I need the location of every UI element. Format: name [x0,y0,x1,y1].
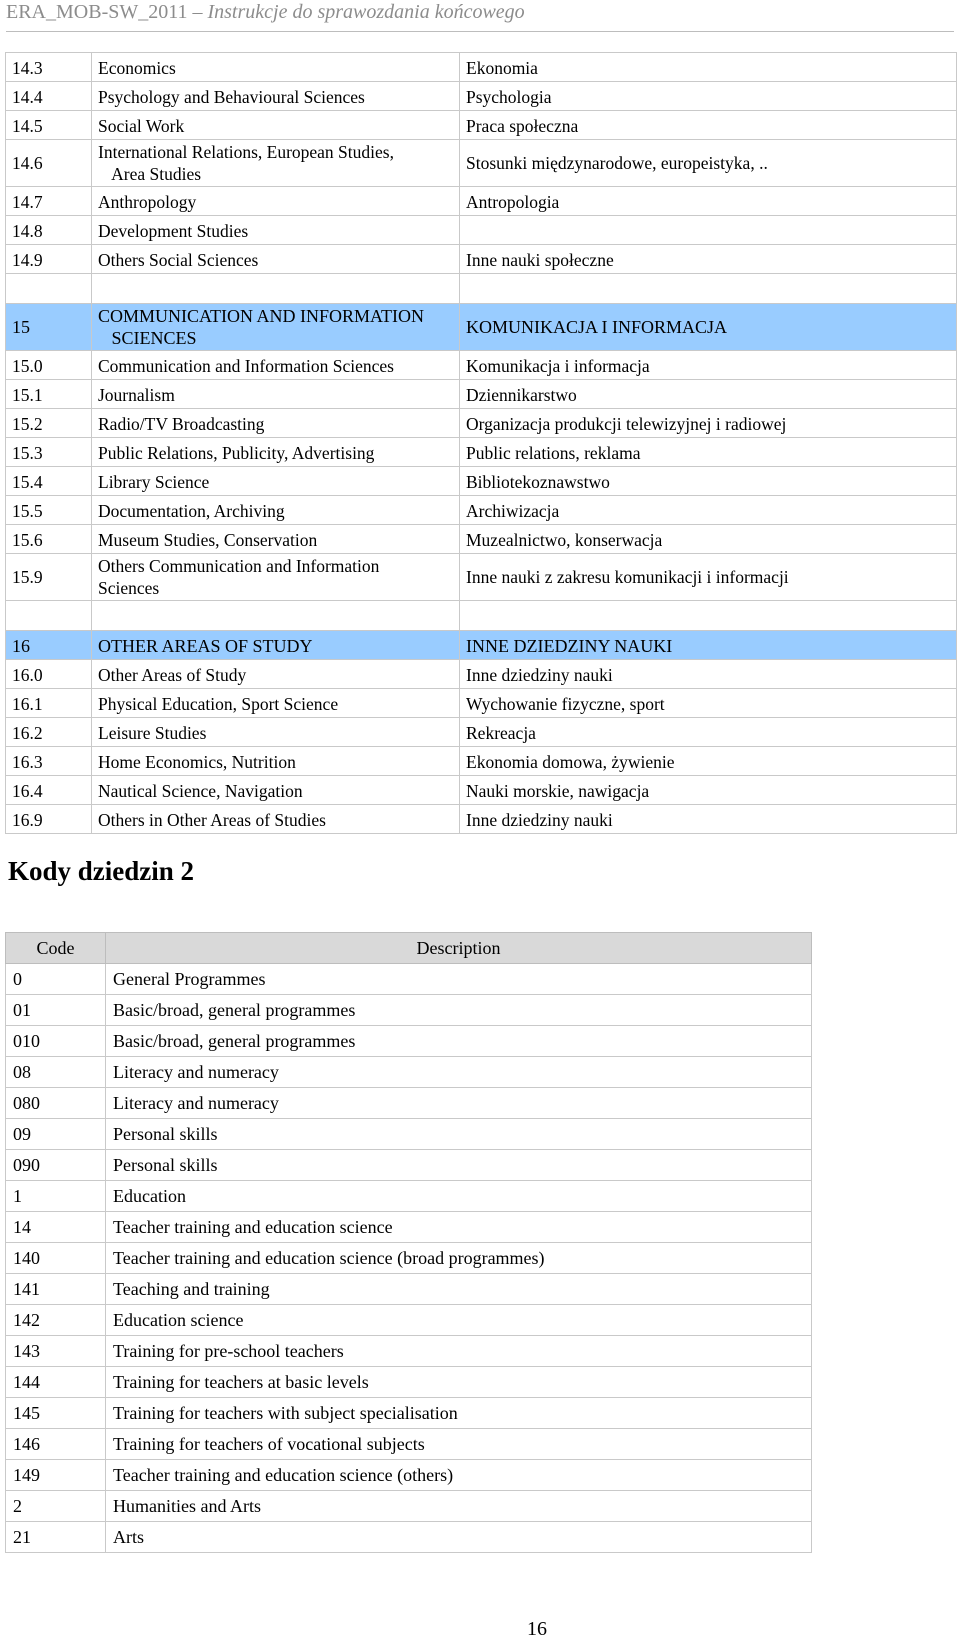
column-header-code: Code [6,933,106,964]
polish-name-cell [460,216,957,245]
code-cell: 14.7 [6,187,92,216]
polish-name-cell: Psychologia [460,82,957,111]
table-row [6,1119,812,1150]
description-cell: Education [106,1181,812,1212]
description-cell: Literacy and numeracy [106,1057,812,1088]
table-row [6,467,957,496]
table-row [6,1429,812,1460]
english-name-cell: Anthropology [92,187,460,216]
polish-name-cell: Dziennikarstwo [460,380,957,409]
code-cell: 141 [6,1274,106,1305]
section-heading: Kody dziedzin 2 [8,856,195,886]
table-row [6,1274,812,1305]
code-cell: 16.9 [6,805,92,834]
polish-name-cell: Antropologia [460,187,957,216]
code-cell: 15.2 [6,409,92,438]
description-cell: Teacher training and education science [106,1212,812,1243]
code-cell: 149 [6,1460,106,1491]
table-row [6,53,957,82]
polish-name-cell: Inne dziedziny nauki [460,660,957,689]
polish-name-cell: INNE DZIEDZINY NAUKI [460,631,957,660]
english-name-cell: Economics [92,53,460,82]
code-cell: 15.1 [6,380,92,409]
table-row [6,689,957,718]
header-prefix: ERA_MOB-SW_2011 – [6,1,208,23]
table-row [6,1088,812,1119]
description-cell: Personal skills [106,1119,812,1150]
table-row [6,660,957,689]
code-cell: 15 [6,304,92,351]
description-cell: General Programmes [106,964,812,995]
table-row [6,554,957,601]
field-codes-table [5,932,812,1553]
code-cell: 14.4 [6,82,92,111]
english-name-cell: Leisure Studies [92,718,460,747]
english-name-cell: Physical Education, Sport Science [92,689,460,718]
english-name-cell: Social Work [92,111,460,140]
english-name-cell: Nautical Science, Navigation [92,776,460,805]
column-header-description: Description [106,933,812,964]
table-row [6,245,957,274]
code-cell: 0 [6,964,106,995]
polish-name-cell: Inne nauki społeczne [460,245,957,274]
polish-name-cell [460,274,957,304]
description-cell: Training for teachers at basic levels [106,1367,812,1398]
description-cell: Teaching and training [106,1274,812,1305]
table-row [6,187,957,216]
section-row [6,631,957,660]
table-row [6,1398,812,1429]
description-cell: Humanities and Arts [106,1491,812,1522]
code-cell: 21 [6,1522,106,1553]
code-cell: 144 [6,1367,106,1398]
table-row [6,747,957,776]
english-name-cell: Development Studies [92,216,460,245]
table-row [6,380,957,409]
english-name-cell: COMMUNICATION AND INFORMATION SCIENCES [92,304,460,351]
code-cell: 16.1 [6,689,92,718]
code-cell: 145 [6,1398,106,1429]
code-cell: 09 [6,1119,106,1150]
polish-name-cell: KOMUNIKACJA I INFORMACJA [460,304,957,351]
code-cell: 14.8 [6,216,92,245]
table-row [6,438,957,467]
english-name-cell: Public Relations, Publicity, Advertising [92,438,460,467]
table-row [6,1460,812,1491]
code-cell: 16.0 [6,660,92,689]
code-cell: 143 [6,1336,106,1367]
code-cell: 16.2 [6,718,92,747]
description-cell: Arts [106,1522,812,1553]
polish-name-cell: Nauki morskie, nawigacja [460,776,957,805]
spacer-row [6,601,957,631]
page-number: 16 [527,1618,547,1640]
description-cell: Education science [106,1305,812,1336]
table-row [6,776,957,805]
table-header-row [6,933,812,964]
table-row [6,1243,812,1274]
code-cell: 146 [6,1429,106,1460]
english-name-cell: Documentation, Archiving [92,496,460,525]
polish-name-cell: Organizacja produkcji telewizyjnej i radiowej [460,409,957,438]
code-cell [6,274,92,304]
polish-name-cell: Muzealnictwo, konserwacja [460,525,957,554]
code-cell: 090 [6,1150,106,1181]
english-name-cell: Museum Studies, Conservation [92,525,460,554]
polish-name-cell: Inne nauki z zakresu komunikacji i informacji [460,554,957,601]
polish-name-cell: Inne dziedziny nauki [460,805,957,834]
english-name-cell [92,274,460,304]
polish-name-cell: Bibliotekoznawstwo [460,467,957,496]
code-cell: 15.6 [6,525,92,554]
code-cell: 15.5 [6,496,92,525]
table-row [6,140,957,187]
description-cell: Teacher training and education science (broad programmes) [106,1243,812,1274]
description-cell: Training for pre-school teachers [106,1336,812,1367]
english-name-cell: Library Science [92,467,460,496]
table-row [6,1181,812,1212]
description-cell: Training for teachers with subject specialisation [106,1398,812,1429]
document-header [6,0,525,24]
table-row [6,718,957,747]
english-name-cell: Home Economics, Nutrition [92,747,460,776]
code-cell: 15.0 [6,351,92,380]
english-name-cell: International Relations, European Studies, Area Studies [92,140,460,187]
code-cell: 15.3 [6,438,92,467]
table-row [6,805,957,834]
polish-name-cell: Praca społeczna [460,111,957,140]
code-cell: 14 [6,1212,106,1243]
spacer-row [6,274,957,304]
polish-name-cell: Wychowanie fizyczne, sport [460,689,957,718]
table-row [6,216,957,245]
table-row [6,1522,812,1553]
polish-name-cell: Public relations, reklama [460,438,957,467]
table-row [6,1212,812,1243]
polish-name-cell: Ekonomia [460,53,957,82]
polish-name-cell: Ekonomia domowa, żywienie [460,747,957,776]
english-name-cell: Others Communication and Information Sciences [92,554,460,601]
table-row [6,496,957,525]
table-row [6,1026,812,1057]
code-cell: 15.9 [6,554,92,601]
code-cell: 140 [6,1243,106,1274]
code-cell: 15.4 [6,467,92,496]
english-name-cell: Journalism [92,380,460,409]
code-cell: 16 [6,631,92,660]
code-cell: 14.5 [6,111,92,140]
table-row [6,964,812,995]
table-row [6,1491,812,1522]
code-cell [6,601,92,631]
table-row [6,1305,812,1336]
description-cell: Training for teachers of vocational subjects [106,1429,812,1460]
code-cell: 14.6 [6,140,92,187]
table-row [6,995,812,1026]
code-cell: 14.9 [6,245,92,274]
header-title: Instrukcje do sprawozdania końcowego [207,1,525,23]
english-name-cell: Others Social Sciences [92,245,460,274]
table-row [6,1336,812,1367]
code-cell: 16.4 [6,776,92,805]
table-row [6,1057,812,1088]
table-row [6,1367,812,1398]
polish-name-cell: Stosunki międzynarodowe, europeistyka, .. [460,140,957,187]
description-cell: Basic/broad, general programmes [106,1026,812,1057]
code-cell: 01 [6,995,106,1026]
table-row [6,1150,812,1181]
header-divider [6,31,954,32]
code-cell: 080 [6,1088,106,1119]
polish-name-cell: Archiwizacja [460,496,957,525]
table-row [6,409,957,438]
english-name-cell: Communication and Information Sciences [92,351,460,380]
english-name-cell: Other Areas of Study [92,660,460,689]
polish-name-cell: Komunikacja i informacja [460,351,957,380]
code-cell: 14.3 [6,53,92,82]
description-cell: Personal skills [106,1150,812,1181]
table-row [6,351,957,380]
polish-name-cell [460,601,957,631]
code-cell: 1 [6,1181,106,1212]
english-name-cell: OTHER AREAS OF STUDY [92,631,460,660]
description-cell: Literacy and numeracy [106,1088,812,1119]
description-cell: Teacher training and education science (others) [106,1460,812,1491]
code-cell: 08 [6,1057,106,1088]
section-row [6,304,957,351]
table-row [6,525,957,554]
code-cell: 2 [6,1491,106,1522]
english-name-cell: Psychology and Behavioural Sciences [92,82,460,111]
code-cell: 16.3 [6,747,92,776]
english-name-cell: Others in Other Areas of Studies [92,805,460,834]
polish-name-cell: Rekreacja [460,718,957,747]
description-cell: Basic/broad, general programmes [106,995,812,1026]
code-cell: 010 [6,1026,106,1057]
study-areas-table [5,52,957,834]
code-cell: 142 [6,1305,106,1336]
english-name-cell: Radio/TV Broadcasting [92,409,460,438]
table-row [6,111,957,140]
table-row [6,82,957,111]
english-name-cell [92,601,460,631]
